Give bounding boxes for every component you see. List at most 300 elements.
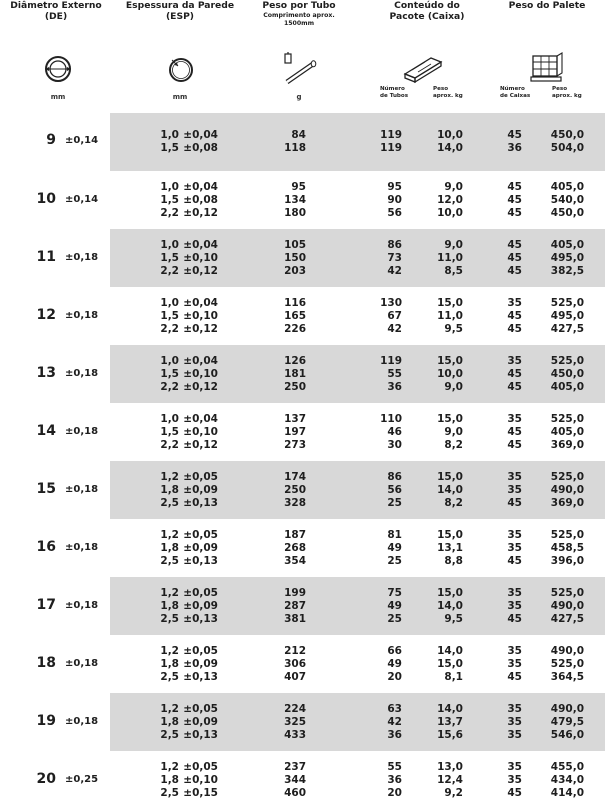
cell-ntubos: 55	[387, 368, 402, 380]
outer-diameter-tolerance: ±0,18	[65, 483, 99, 495]
cell-pkg: 15,0	[437, 529, 463, 541]
table-row	[0, 529, 605, 542]
header-peso-tubo-unit: g	[296, 93, 302, 101]
cell-ncaixas: 35	[507, 703, 522, 715]
cell-ntubos: 119	[380, 142, 402, 154]
cell-esptol: ±0,05	[183, 761, 218, 773]
cell-peso: 460	[284, 787, 306, 799]
cell-esptol: ±0,05	[183, 471, 218, 483]
table-row	[0, 497, 605, 510]
cell-ncaixas: 45	[507, 787, 522, 799]
outer-diameter-tolerance: ±0,18	[65, 599, 99, 611]
cell-esptol: ±0,12	[183, 439, 218, 451]
cell-ppal: 525,0	[550, 413, 584, 425]
table-row	[0, 600, 605, 613]
cell-esptol: ±0,05	[183, 703, 218, 715]
outer-diameter: 17	[36, 596, 56, 613]
outer-diameter-tolerance: ±0,14	[65, 193, 99, 205]
table-group	[0, 171, 605, 229]
cell-ppal: 490,0	[550, 600, 584, 612]
cell-ntubos: 49	[387, 600, 402, 612]
outer-diameter-tolerance: ±0,18	[65, 367, 99, 379]
cell-esptol: ±0,04	[183, 239, 218, 251]
cell-peso: 224	[284, 703, 306, 715]
cell-peso: 126	[284, 355, 306, 367]
cell-ppal: 434,0	[550, 774, 584, 786]
header-pacote-ntubos-line2: de Tubos	[380, 92, 409, 99]
cell-esptol: ±0,04	[183, 355, 218, 367]
header-de-unit: mm	[50, 93, 66, 101]
cell-ntubos: 119	[380, 129, 402, 141]
cell-ntubos: 110	[380, 413, 402, 425]
cell-ppal: 369,0	[550, 497, 584, 509]
cell-pkg: 10,0	[437, 368, 463, 380]
cell-pkg: 13,0	[437, 761, 463, 773]
table-group	[0, 519, 605, 577]
cell-ncaixas: 35	[507, 600, 522, 612]
header-pacote	[368, 0, 486, 22]
cell-ncaixas: 35	[507, 716, 522, 728]
table-row	[0, 142, 605, 155]
cell-ncaixas: 35	[507, 484, 522, 496]
cell-peso: 328	[284, 497, 306, 509]
outer-diameter: 13	[36, 364, 56, 381]
cell-ntubos: 30	[387, 439, 402, 451]
cell-pkg: 8,1	[444, 671, 463, 683]
cell-esp: 1,2	[160, 471, 179, 483]
cell-esptol: ±0,09	[183, 600, 218, 612]
cell-esptol: ±0,10	[183, 774, 218, 786]
cell-pkg: 10,0	[437, 207, 463, 219]
cell-peso: 203	[284, 265, 306, 277]
cell-pkg: 9,2	[444, 787, 463, 799]
table-group	[0, 751, 605, 809]
cell-pkg: 9,0	[444, 426, 463, 438]
cell-ppal: 540,0	[550, 194, 584, 206]
table-row	[0, 439, 605, 452]
outer-diameter: 16	[36, 538, 56, 555]
outer-diameter-tolerance: ±0,18	[65, 309, 99, 321]
outer-diameter-tolerance: ±0,25	[65, 773, 99, 785]
cell-ppal: 525,0	[550, 471, 584, 483]
header-peso-tubo-line2: Comprimento aprox.	[263, 12, 335, 19]
header-de-line1: Diâmetro Externo	[10, 0, 102, 11]
cell-pkg: 15,0	[437, 587, 463, 599]
cell-peso: 150	[284, 252, 306, 264]
cell-esp: 1,5	[160, 426, 179, 438]
header-pacote-peso-line1: Peso	[433, 86, 449, 92]
cell-ncaixas: 45	[507, 129, 522, 141]
cell-esp: 2,5	[160, 555, 179, 567]
cell-ncaixas: 35	[507, 761, 522, 773]
cell-pkg: 13,1	[437, 542, 463, 554]
table-row	[0, 761, 605, 774]
table-row	[0, 729, 605, 742]
cell-ncaixas: 45	[507, 613, 522, 625]
cell-esptol: ±0,12	[183, 381, 218, 393]
table-row	[0, 671, 605, 684]
header-pacote-line1: Conteúdo do	[394, 0, 460, 11]
cell-peso: 433	[284, 729, 306, 741]
table-row	[0, 207, 605, 220]
table-row	[0, 716, 605, 729]
outer-diameter: 12	[36, 306, 56, 323]
cell-ncaixas: 35	[507, 297, 522, 309]
table-row	[0, 542, 605, 555]
cell-pkg: 13,7	[437, 716, 463, 728]
cell-ncaixas: 45	[507, 207, 522, 219]
pallet-icon	[527, 52, 565, 84]
cell-ppal: 455,0	[550, 761, 584, 773]
cell-peso: 226	[284, 323, 306, 335]
cell-ncaixas: 35	[507, 587, 522, 599]
cell-ncaixas: 45	[507, 252, 522, 264]
cell-ntubos: 20	[387, 787, 402, 799]
cell-esptol: ±0,13	[183, 671, 218, 683]
cell-esptol: ±0,05	[183, 645, 218, 657]
cell-peso: 354	[284, 555, 306, 567]
header-de	[2, 0, 110, 22]
cell-ppal: 450,0	[550, 129, 584, 141]
outer-diameter-tolerance: ±0,14	[65, 135, 99, 146]
cell-ppal: 490,0	[550, 703, 584, 715]
cell-esp: 2,5	[160, 497, 179, 509]
cell-ppal: 504,0	[550, 142, 584, 154]
cell-ncaixas: 45	[507, 323, 522, 335]
cell-peso: 407	[284, 671, 306, 683]
cell-ncaixas: 45	[507, 265, 522, 277]
cell-pkg: 15,0	[437, 658, 463, 670]
table-group	[0, 635, 605, 693]
cell-pkg: 15,0	[437, 355, 463, 367]
cell-peso: 134	[284, 194, 306, 206]
cell-esptol: ±0,04	[183, 181, 218, 193]
cell-ntubos: 25	[387, 613, 402, 625]
cell-peso: 250	[284, 381, 306, 393]
cell-esp: 1,8	[160, 484, 179, 496]
cell-pkg: 11,0	[437, 252, 463, 264]
cell-ncaixas: 45	[507, 439, 522, 451]
cell-ppal: 546,0	[550, 729, 584, 741]
cell-esp: 2,5	[160, 787, 179, 799]
outer-diameter: 11	[36, 248, 56, 265]
cell-ntubos: 49	[387, 658, 402, 670]
cell-ncaixas: 45	[507, 381, 522, 393]
cell-peso: 137	[284, 413, 306, 425]
cell-ntubos: 25	[387, 497, 402, 509]
cell-ntubos: 46	[387, 426, 402, 438]
package-box-icon	[401, 50, 445, 84]
table-group	[0, 577, 605, 635]
table-row	[0, 297, 605, 310]
cell-ppal: 450,0	[550, 368, 584, 380]
cell-ntubos: 20	[387, 671, 402, 683]
table-row	[0, 265, 605, 278]
table-row	[0, 426, 605, 439]
header-palete-peso	[552, 86, 582, 99]
cell-esp: 1,2	[160, 587, 179, 599]
cell-esp: 1,2	[160, 645, 179, 657]
cell-peso: 325	[284, 716, 306, 728]
table-row	[0, 471, 605, 484]
cell-pkg: 9,0	[444, 381, 463, 393]
table-row	[0, 194, 605, 207]
cell-ppal: 405,0	[550, 381, 584, 393]
cell-esp: 1,0	[160, 355, 179, 367]
table-row	[0, 129, 605, 142]
header-peso-tubo-line1: Peso por Tubo	[262, 0, 336, 11]
cell-ncaixas: 35	[507, 645, 522, 657]
header-palete-ncaixas-line1: Número	[500, 86, 525, 92]
cell-esp: 2,2	[160, 439, 179, 451]
cell-peso: 105	[284, 239, 306, 251]
table-group	[0, 403, 605, 461]
cell-esp: 1,8	[160, 658, 179, 670]
outer-diameter-tolerance: ±0,18	[65, 715, 99, 727]
table-row	[0, 323, 605, 336]
cell-ncaixas: 45	[507, 181, 522, 193]
cell-ncaixas: 45	[507, 497, 522, 509]
cell-esp: 1,5	[160, 252, 179, 264]
table-header	[0, 0, 605, 113]
cell-esptol: ±0,04	[183, 413, 218, 425]
cell-esptol: ±0,12	[183, 207, 218, 219]
cell-esptol: ±0,10	[183, 426, 218, 438]
wall-thickness-icon	[166, 54, 196, 84]
table-row	[0, 658, 605, 671]
cell-esptol: ±0,12	[183, 323, 218, 335]
cell-ntubos: 75	[387, 587, 402, 599]
header-de-line2: (DE)	[44, 11, 68, 22]
cell-ntubos: 90	[387, 194, 402, 206]
cell-esptol: ±0,09	[183, 716, 218, 728]
outer-diameter-tolerance: ±0,18	[65, 251, 99, 263]
table-row	[0, 787, 605, 800]
cell-ncaixas: 45	[507, 426, 522, 438]
cell-ncaixas: 35	[507, 529, 522, 541]
cell-peso: 118	[284, 142, 306, 154]
cell-pkg: 14,0	[437, 703, 463, 715]
cell-peso: 237	[284, 761, 306, 773]
cell-pkg: 10,0	[437, 129, 463, 141]
cell-esp: 2,5	[160, 671, 179, 683]
cell-esptol: ±0,10	[183, 368, 218, 380]
outer-diameter-tolerance: ±0,18	[65, 425, 99, 437]
cell-peso: 199	[284, 587, 306, 599]
cell-ncaixas: 35	[507, 355, 522, 367]
cell-ppal: 525,0	[550, 529, 584, 541]
cell-pkg: 14,0	[437, 645, 463, 657]
header-pacote-line2: Pacote (Caixa)	[389, 11, 465, 22]
cell-esptol: ±0,05	[183, 529, 218, 541]
cell-ppal: 405,0	[550, 239, 584, 251]
table-row	[0, 587, 605, 600]
header-esp-unit: mm	[172, 93, 188, 101]
cell-ntubos: 42	[387, 323, 402, 335]
cell-pkg: 8,5	[444, 265, 463, 277]
cell-ntubos: 95	[387, 181, 402, 193]
cell-esp: 1,8	[160, 774, 179, 786]
cell-esp: 1,2	[160, 761, 179, 773]
cell-ntubos: 130	[380, 297, 402, 309]
cell-ntubos: 86	[387, 239, 402, 251]
table-row	[0, 252, 605, 265]
cell-esp: 2,5	[160, 729, 179, 741]
cell-esp: 2,2	[160, 265, 179, 277]
cell-esptol: ±0,13	[183, 497, 218, 509]
cell-pkg: 9,5	[444, 613, 463, 625]
cell-ncaixas: 45	[507, 671, 522, 683]
table-row	[0, 413, 605, 426]
cell-esp: 1,2	[160, 703, 179, 715]
cell-ncaixas: 35	[507, 413, 522, 425]
header-pacote-peso	[433, 86, 463, 99]
cell-pkg: 9,0	[444, 181, 463, 193]
cell-esp: 1,5	[160, 194, 179, 206]
cell-ntubos: 119	[380, 355, 402, 367]
table-group	[0, 461, 605, 519]
header-esp-line2: (ESP)	[165, 11, 195, 22]
cell-ppal: 414,0	[550, 787, 584, 799]
cell-ntubos: 42	[387, 265, 402, 277]
cell-pkg: 15,0	[437, 413, 463, 425]
cell-esp: 1,0	[160, 297, 179, 309]
cell-esptol: ±0,09	[183, 542, 218, 554]
cell-ppal: 427,5	[550, 323, 584, 335]
cell-pkg: 15,0	[437, 471, 463, 483]
cell-pkg: 14,0	[437, 142, 463, 154]
header-esp-line1: Espessura da Parede	[125, 0, 235, 11]
cell-peso: 197	[284, 426, 306, 438]
cell-peso: 273	[284, 439, 306, 451]
cell-ntubos: 67	[387, 310, 402, 322]
cell-esptol: ±0,13	[183, 613, 218, 625]
cell-ppal: 525,0	[550, 587, 584, 599]
header-palete-peso-line2: aprox. kg	[552, 92, 582, 99]
cell-pkg: 15,6	[437, 729, 463, 741]
cell-ncaixas: 45	[507, 239, 522, 251]
cell-peso: 95	[291, 181, 306, 193]
cell-esp: 2,2	[160, 323, 179, 335]
cell-ppal: 495,0	[550, 310, 584, 322]
cell-ppal: 364,5	[550, 671, 584, 683]
cell-ppal: 525,0	[550, 355, 584, 367]
cell-pkg: 8,2	[444, 497, 463, 509]
cell-ppal: 525,0	[550, 297, 584, 309]
header-palete	[492, 0, 602, 11]
cell-ncaixas: 45	[507, 368, 522, 380]
cell-esptol: ±0,08	[183, 194, 218, 206]
cell-pkg: 15,0	[437, 297, 463, 309]
cell-esp: 1,5	[160, 142, 179, 154]
table-row	[0, 355, 605, 368]
table-row	[0, 239, 605, 252]
cell-ntubos: 42	[387, 716, 402, 728]
table-row	[0, 368, 605, 381]
cell-esptol: ±0,10	[183, 252, 218, 264]
cell-esptol: ±0,05	[183, 587, 218, 599]
cell-ntubos: 66	[387, 645, 402, 657]
cell-esp: 1,5	[160, 310, 179, 322]
cell-esp: 1,8	[160, 600, 179, 612]
cell-peso: 174	[284, 471, 306, 483]
single-tube-weight-icon	[283, 52, 319, 86]
table-row	[0, 181, 605, 194]
cell-ntubos: 55	[387, 761, 402, 773]
cell-esptol: ±0,15	[183, 787, 218, 799]
cell-peso: 268	[284, 542, 306, 554]
table-group	[0, 229, 605, 287]
outer-diameter: 18	[36, 654, 56, 671]
cell-pkg: 12,0	[437, 194, 463, 206]
cell-ntubos: 56	[387, 484, 402, 496]
cell-ppal: 495,0	[550, 252, 584, 264]
cell-esp: 1,8	[160, 542, 179, 554]
cell-peso: 381	[284, 613, 306, 625]
cell-ntubos: 36	[387, 381, 402, 393]
cell-ncaixas: 35	[507, 542, 522, 554]
cell-ntubos: 56	[387, 207, 402, 219]
cell-ppal: 382,5	[550, 265, 584, 277]
cell-esp: 2,2	[160, 207, 179, 219]
table-group	[0, 113, 605, 171]
cell-ntubos: 63	[387, 703, 402, 715]
cell-esptol: ±0,13	[183, 555, 218, 567]
header-palete-ncaixas	[500, 86, 530, 99]
table-group	[0, 693, 605, 751]
outer-diameter: 19	[36, 712, 56, 729]
cell-ncaixas: 35	[507, 729, 522, 741]
cell-esptol: ±0,08	[183, 142, 218, 154]
header-pacote-ntubos	[380, 86, 408, 99]
cell-ntubos: 25	[387, 555, 402, 567]
cell-peso: 187	[284, 529, 306, 541]
outer-diameter-tolerance: ±0,18	[65, 657, 99, 669]
cell-peso: 116	[284, 297, 306, 309]
cell-pkg: 12,4	[437, 774, 463, 786]
table-row	[0, 703, 605, 716]
table-row	[0, 613, 605, 626]
cell-ntubos: 36	[387, 729, 402, 741]
outer-diameter: 9	[46, 132, 56, 148]
cell-esp: 2,5	[160, 613, 179, 625]
cell-ntubos: 73	[387, 252, 402, 264]
cell-esp: 1,0	[160, 181, 179, 193]
cell-ppal: 405,0	[550, 181, 584, 193]
cell-ncaixas: 35	[507, 774, 522, 786]
cell-ppal: 427,5	[550, 613, 584, 625]
cell-peso: 306	[284, 658, 306, 670]
header-pacote-ntubos-line1: Número	[380, 86, 405, 92]
outer-diameter: 14	[36, 422, 56, 439]
cell-pkg: 14,0	[437, 600, 463, 612]
cell-ppal: 458,5	[550, 542, 584, 554]
table-row	[0, 555, 605, 568]
table-group	[0, 345, 605, 403]
header-peso-tubo	[250, 0, 348, 27]
cell-esptol: ±0,10	[183, 310, 218, 322]
header-palete-peso-line1: Peso	[552, 86, 568, 92]
cell-esptol: ±0,09	[183, 658, 218, 670]
header-peso-tubo-line3: 1500mm	[283, 20, 315, 27]
cell-esp: 1,0	[160, 129, 179, 141]
cell-esptol: ±0,04	[183, 297, 218, 309]
cell-ntubos: 86	[387, 471, 402, 483]
cell-esp: 2,2	[160, 381, 179, 393]
cell-esp: 1,0	[160, 413, 179, 425]
cell-ntubos: 81	[387, 529, 402, 541]
cell-ncaixas: 45	[507, 310, 522, 322]
